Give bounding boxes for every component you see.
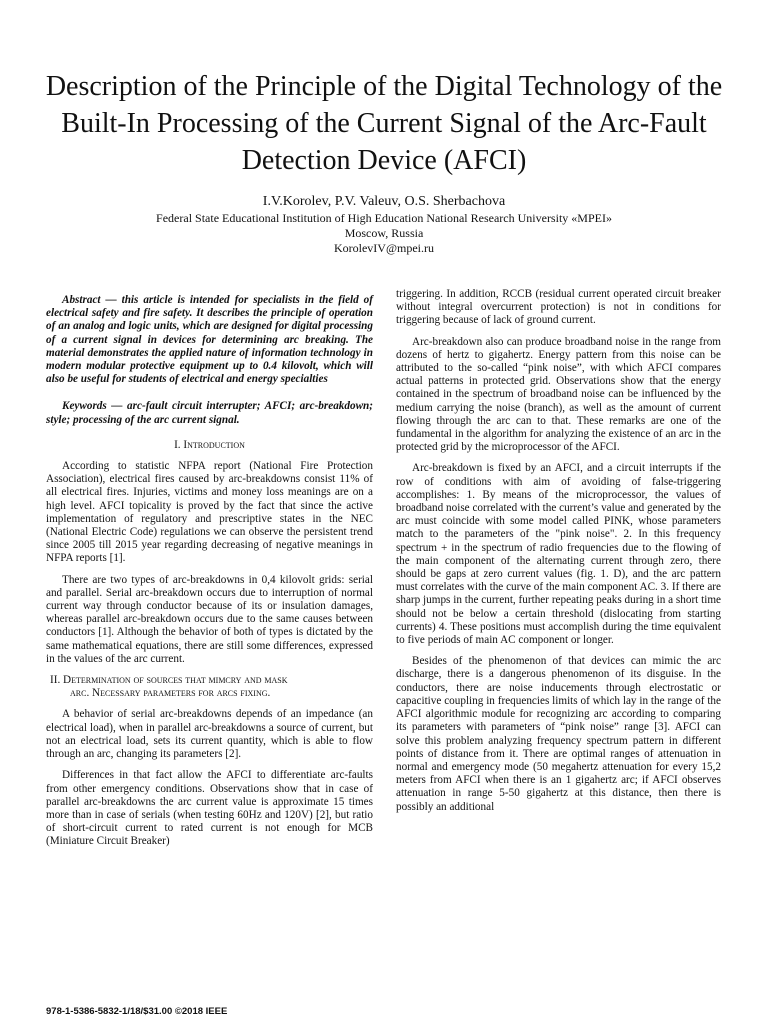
body-paragraph: Arc-breakdown also can produce broadband noise in the range from dozens of hertz to gigahertz. Energy pattern from this noise can be attributed to the so-called “pink noise”, with which AFCI compares actual patterns in protected grid. Observations show that the energy contained in the spectrum of broadband noise can be influenced by the medium carrying the noise (branch), as well as the amount of current flowing through the arc can to that. These remarks are one of the fundamental in the algorithm for analyzing the existence of an arc in the protected grid by the microprocessor of the AFCI. [396, 335, 721, 454]
author-list: I.V.Korolev, P.V. Valeuv, O.S. Sherbachova [262, 194, 506, 209]
location: Moscow, Russia [344, 226, 424, 240]
body-paragraph: triggering. In addition, RCCB (residual current operated circuit breaker without integral overcurrent protection) is not in conditions for triggering because of lack of ground current. [396, 288, 721, 327]
author-email: KorolevIV@mpei.ru [333, 241, 435, 255]
author-affiliation-block [0, 211, 768, 256]
right-column [396, 288, 721, 822]
section-heading-line: arc. Necessary parameters for arcs fixing. [70, 687, 271, 700]
paper-title: Description of the Principle of the Digital Technology of the Built-In Processing of the Current Signal of the Arc-Fault Detection Device (AFCI) [45, 71, 723, 176]
left-column [46, 294, 373, 857]
copyright-footer: 978-1-5386-5832-1/18/$31.00 ©2018 IEEE [46, 1006, 228, 1017]
body-paragraph: Differences in that fact allow the AFCI to differentiate arc-faults from other emergency conditions. Observations show that in case of parallel arc-breakdowns the arc current value is approximate 15 times more than in case of serials (when testing 60Hz and 120V) [2], but ratio of short-circuit current to rated current is not enough for MCB (Miniature Circuit Breaker) [46, 769, 373, 848]
keywords: Keywords — arc-fault circuit interrupter; AFCI; arc-breakdown; style; processing of the arc current signal. [46, 400, 373, 426]
affiliation: Federal State Educational Institution of High Education National Research University «MPEI» [156, 211, 612, 225]
body-paragraph: Arc-breakdown is fixed by an AFCI, and a circuit interrupts if the row of conditions with aim of avoiding of false-triggering accomplishes: 1. By means of the microprocessor, the values of broadband noise correlated with the current’s value and generated by the arc must coincide with some model called PINK, whose parameters match to the parameters of the "pink noise". 2. In this frequency spectrum + in the spectrum of radio frequencies due to the flowing of the main component of the alternating current through zero, there should be gaps at zero current values (fig. 1. D), and the arc pattern must correlates with the curve of the main component AC. 3. If there are sharp jumps in the current, further repeating peaks during in a short time should not be below a certain threshold (dislocating from starting currents) 4. These positions must accomplish during the time equivalent to five periods of main AC component or longer. [396, 462, 721, 647]
body-paragraph: Besides of the phenomenon of that devices can mimic the arc discharge, there is a dangerous phenomenon of its disguise. In the conductors, there are noise inducements through electrostatic or capacitive coupling in frequencies limits of which lay in the range of the AFCI algorithmic module for recognizing arc according to comparing its parameters with parameters of “pink noise” range [3]. AFCI can solve this problem analyzing frequency spectrum pattern in different points of distance from it. There are optimal ranges of attenuation in normal and emergency mode (50 megahertz attenuation for every 15,2 meters from AFCI when there is an 1 gigahertz arc; if AFCI observes attenuation in range 5-50 gigahertz at this distance, then there is possibly an additional [396, 655, 721, 813]
section-heading-sources [46, 674, 373, 700]
section-heading-line: II. Determination of sources that mimcry and mask [50, 674, 288, 687]
body-paragraph: A behavior of serial arc-breakdowns depends of an impedance (an electrical load), when in parallel arc-breakdowns a source of current, but not an electrical load, sets its current quantity, which is able to flow through an arc, changing its parameters [2]. [46, 708, 373, 761]
body-paragraph: There are two types of arc-breakdowns in 0,4 kilovolt grids: serial and parallel. Serial arc-breakdown occurs due to interruption of normal current way through conductor because of its or insulation damages, whereas parallel arc-breakdown occurs due to the same causes between conductors [1]. Although the behavior of both of types is dictated by the same mathematical equations, there are still some differences, expressed in the values of the arc current. [46, 573, 373, 665]
body-paragraph: According to statistic NFPA report (National Fire Protection Association), electrical fires caused by arc-breakdowns consist 11% of all electrical fires. Injuries, victims and money loss meanings are on a high level. AFCI topicality is proved by the fact that since the active implementation of regulatory and prescriptive states in the NEC (National Electric Code) regulations we can observe the persistent trend since 2005 till 2015 year regarding decreasing of negative meanings in NFPA reports [1]. [46, 460, 373, 565]
abstract: Abstract — this article is intended for specialists in the field of electrical safety and fire safety. It describes the principle of operation of an analog and logic units, which are designed for digital processing of a current signal in devices for determining arc breaking. The material demonstrates the applied nature of information technology in modern modular protective equipment up to 0.4 kilovolt, which will also be useful for students of electrical and energy specialties [46, 294, 373, 386]
section-heading-introduction: I. Introduction [174, 438, 245, 451]
